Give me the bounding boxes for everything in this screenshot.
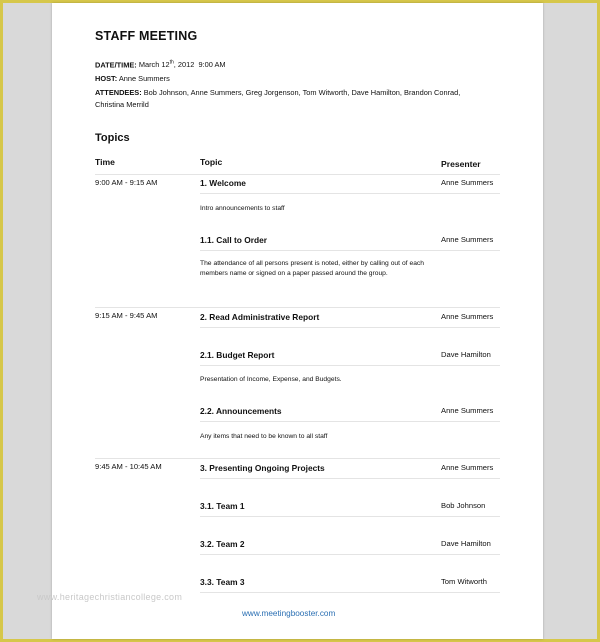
item-rule [200,421,500,422]
document-page [37,3,543,639]
agenda-item-description: Intro announcements to staff [200,205,285,212]
time-slot: 9:45 AM - 10:45 AM [95,462,162,471]
host-label: HOST: [95,74,118,83]
item-rule [200,554,500,555]
agenda-item-topic: 3.2. Team 2 [200,539,245,549]
column-header-topic: Topic [200,157,223,167]
column-header-presenter: Presenter [441,159,481,169]
agenda-item-description: The attendance of all persons present is noted, either by calling out of each members name or signed on a paper passed around the group. [200,260,424,278]
time-slot: 9:15 AM - 9:45 AM [95,311,158,320]
page-title: STAFF MEETING [95,29,198,43]
agenda-item-topic: 3.1. Team 1 [200,501,245,511]
datetime-value: March 12th, 2012 9:00 AM [138,60,226,70]
agenda-item-presenter: Anne Summers [441,178,494,187]
item-rule [200,365,500,366]
agenda-item-presenter: Bob Johnson [441,501,486,510]
item-rule [200,478,500,479]
agenda-item-presenter: Dave Hamilton [441,350,491,359]
section-rule [95,307,500,308]
agenda-item-presenter: Anne Summers [441,463,494,472]
agenda-item-description: Any items that need to be known to all staff [200,433,328,440]
agenda-item-presenter: Tom Witworth [441,577,487,586]
column-header-time: Time [95,157,115,167]
attendees-label: ATTENDEES: [95,88,142,97]
agenda-item-topic: 3. Presenting Ongoing Projects [200,463,325,473]
watermark-text: www.heritagechristiancollege.com [37,592,183,602]
item-rule [200,250,500,251]
agenda-item-presenter: Anne Summers [441,406,494,415]
item-rule [200,193,500,194]
topics-heading: Topics [95,132,130,144]
agenda-item-topic: 2.2. Announcements [200,406,282,416]
agenda-item-presenter: Anne Summers [441,235,494,244]
agenda-item-description: Presentation of Income, Expense, and Budgets. [200,376,342,383]
host-value: Anne Summers [118,74,170,83]
attendees-line [95,87,475,112]
header-rule [95,174,500,175]
section-rule [95,458,500,459]
agenda-item-topic: 2. Read Administrative Report [200,312,320,322]
agenda-item-topic: 2.1. Budget Report [200,350,275,360]
time-slot: 9:00 AM - 9:15 AM [95,178,158,187]
datetime-label: DATE/TIME: [95,60,137,70]
host-line [95,73,170,85]
agenda-item-topic: 1.1. Call to Order [200,235,268,245]
agenda-item-presenter: Anne Summers [441,312,494,321]
item-rule [200,516,500,517]
item-rule [200,327,500,328]
attendees-value: Bob Johnson, Anne Summers, Greg Jorgenson, Tom Witworth, Dave Hamilton, Brandon Conrad, Christina Merrild [95,88,461,110]
datetime-line [95,57,226,71]
agenda-item-topic: 1. Welcome [200,178,246,188]
footer-link[interactable]: www.meetingbooster.com [242,609,336,618]
agenda-item-presenter: Dave Hamilton [441,539,491,548]
item-rule [200,592,500,593]
agenda-item-topic: 3.3. Team 3 [200,577,245,587]
